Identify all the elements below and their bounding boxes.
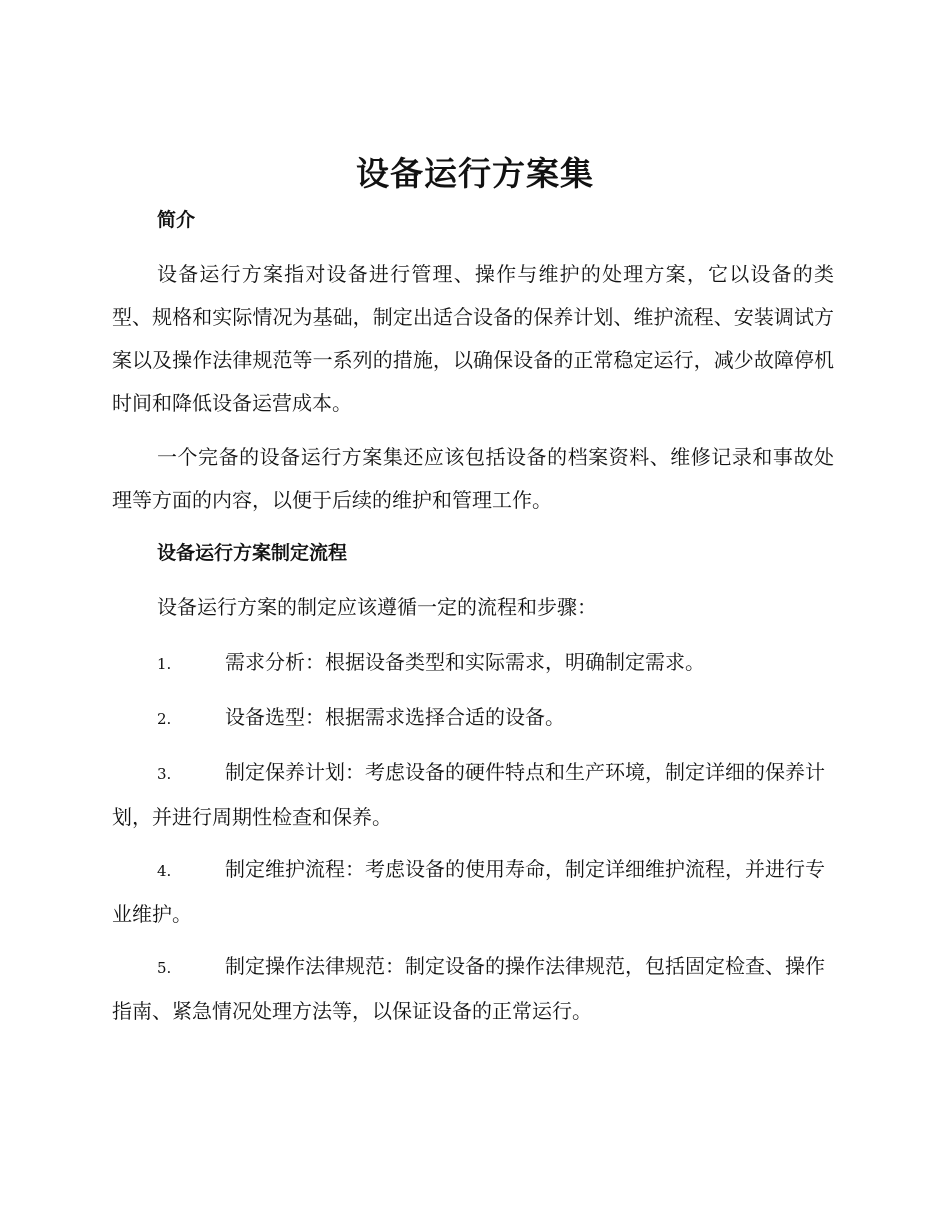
list-item-text: 制定保养计划：考虑设备的硬件特点和生产环境，制定详细的保养计划，并进行周期性检查和保养。 [112, 760, 825, 829]
list-item [112, 848, 834, 936]
list-item-text: 制定维护流程：考虑设备的使用寿命，制定详细维护流程，并进行专业维护。 [112, 857, 825, 926]
list-number: 3. [157, 765, 172, 783]
list-item-text: 制定操作法律规范：制定设备的操作法律规范，包括固定检查、操作指南、紧急情况处理方法等，以保证设备的正常运行。 [112, 954, 825, 1023]
intro-paragraph-2: 一个完备的设备运行方案集还应该包括设备的档案资料、维修记录和事故处理等方面的内容，以便于后续的维护和管理工作。 [112, 445, 834, 512]
list-item [112, 945, 834, 1033]
list-item-text: 需求分析：根据设备类型和实际需求，明确制定需求。 [225, 650, 705, 674]
list-item [112, 641, 834, 686]
process-intro-paragraph: 设备运行方案的制定应该遵循一定的流程和步骤： [157, 595, 597, 619]
list-item [112, 751, 834, 839]
document-title: 设备运行方案集 [356, 154, 594, 193]
list-number: 5. [157, 959, 172, 977]
list-item-text: 设备选型：根据需求选择合适的设备。 [225, 705, 565, 729]
section-heading-intro: 简介 [157, 209, 196, 231]
list-item [112, 696, 834, 741]
list-number: 2. [157, 710, 172, 728]
list-number: 1. [157, 655, 172, 673]
list-number: 4. [157, 862, 172, 880]
intro-paragraph-1: 设备运行方案指对设备进行管理、操作与维护的处理方案，它以设备的类型、规格和实际情况为基础，制定出适合设备的保养计划、维护流程、安装调试方案以及操作法律规范等一系列的措施，以确保设备的正常稳定运行，减少故障停机时间和降低设备运营成本。 [112, 262, 834, 415]
section-heading-process: 设备运行方案制定流程 [157, 542, 348, 564]
